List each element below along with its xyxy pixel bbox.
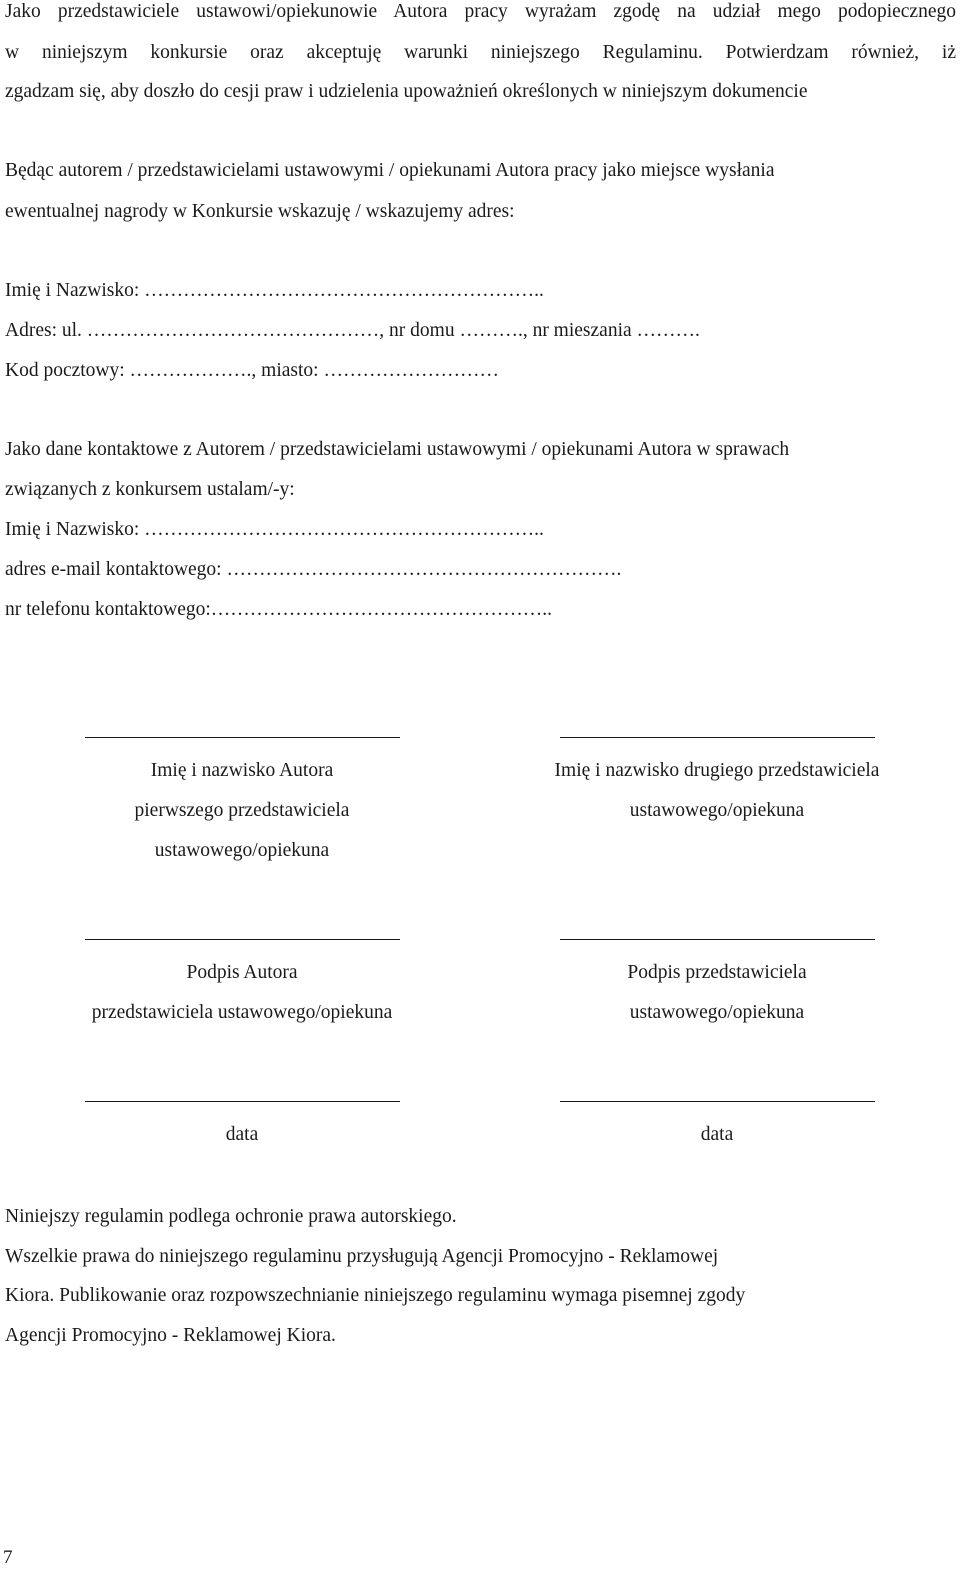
sign-right-label-1: Podpis przedstawiciela [627,962,807,983]
name-right-label-2: ustawowego/opiekuna [629,800,805,821]
sign-left-rule [85,939,400,940]
name-left-label-1: Imię i nazwisko Autora [150,760,334,781]
date-right-label: data [700,1124,734,1145]
page-number: 7 [3,1547,13,1568]
name-left-rule [85,737,400,738]
name-left-label-3: ustawowego/opiekuna [154,840,330,861]
sign-left-label-2: przedstawiciela ustawowego/opiekuna [91,1002,393,1023]
contact-name-field: Imię i Nazwisko: …………………………………………………….. [5,519,544,540]
sign-right-label-2: ustawowego/opiekuna [629,1002,805,1023]
consent-line-2: w niniejszym konkursie oraz akceptuję warunki niniejszego Regulaminu. Potwierdzam również, iż [5,42,956,63]
date-right-rule [560,1101,875,1102]
consent-line-1: Jako przedstawiciele ustawowi/opiekunowie Autora pracy wyrażam zgodę na udział mego podopiecznego [5,1,956,22]
address-name-field: Imię i Nazwisko: …………………………………………………….. [5,280,544,301]
name-left-label-2: pierwszego przedstawiciela [134,800,350,821]
address-intro-line-1: Będąc autorem / przedstawicielami ustawowymi / opiekunami Autora pracy jako miejsce wysłania [5,160,775,181]
contact-intro-line-1: Jako dane kontaktowe z Autorem / przedstawicielami ustawowymi / opiekunami Autora w sprawach [5,439,790,460]
contact-email-field: adres e-mail kontaktowego: ……………………………………………………. [5,559,622,580]
date-left-rule [85,1101,400,1102]
contact-intro-line-2: związanych z konkursem ustalam/-y: [5,479,295,500]
address-intro-line-2: ewentualnej nagrody w Konkursie wskazuję / wskazujemy adres: [5,201,515,222]
consent-line-3: zgadzam się, aby doszło do cesji praw i udzielenia upoważnień określonych w niniejszym dokumencie [5,81,808,102]
name-right-label-1: Imię i nazwisko drugiego przedstawiciela [554,760,880,781]
copyright-line-3: Kiora. Publikowanie oraz rozpowszechnianie niniejszego regulaminu wymaga pisemnej zgody [5,1285,746,1306]
date-left-label: data [225,1124,259,1145]
contact-phone-field: nr telefonu kontaktowego:…………………………………………….. [5,599,553,620]
copyright-line-2: Wszelkie prawa do niniejszego regulaminu przysługują Agencji Promocyjno - Reklamowej [5,1246,719,1267]
sign-right-rule [560,939,875,940]
address-postal-field: Kod pocztowy: ………………., miasto: ……………………… [5,360,499,381]
copyright-line-1: Niniejszy regulamin podlega ochronie prawa autorskiego. [5,1206,457,1227]
name-right-rule [560,737,875,738]
address-street-field: Adres: ul. ………………………………………, nr domu ………., nr mieszania ………. [5,320,700,341]
copyright-line-4: Agencji Promocyjno - Reklamowej Kiora. [5,1325,336,1346]
sign-left-label-1: Podpis Autora [186,962,298,983]
